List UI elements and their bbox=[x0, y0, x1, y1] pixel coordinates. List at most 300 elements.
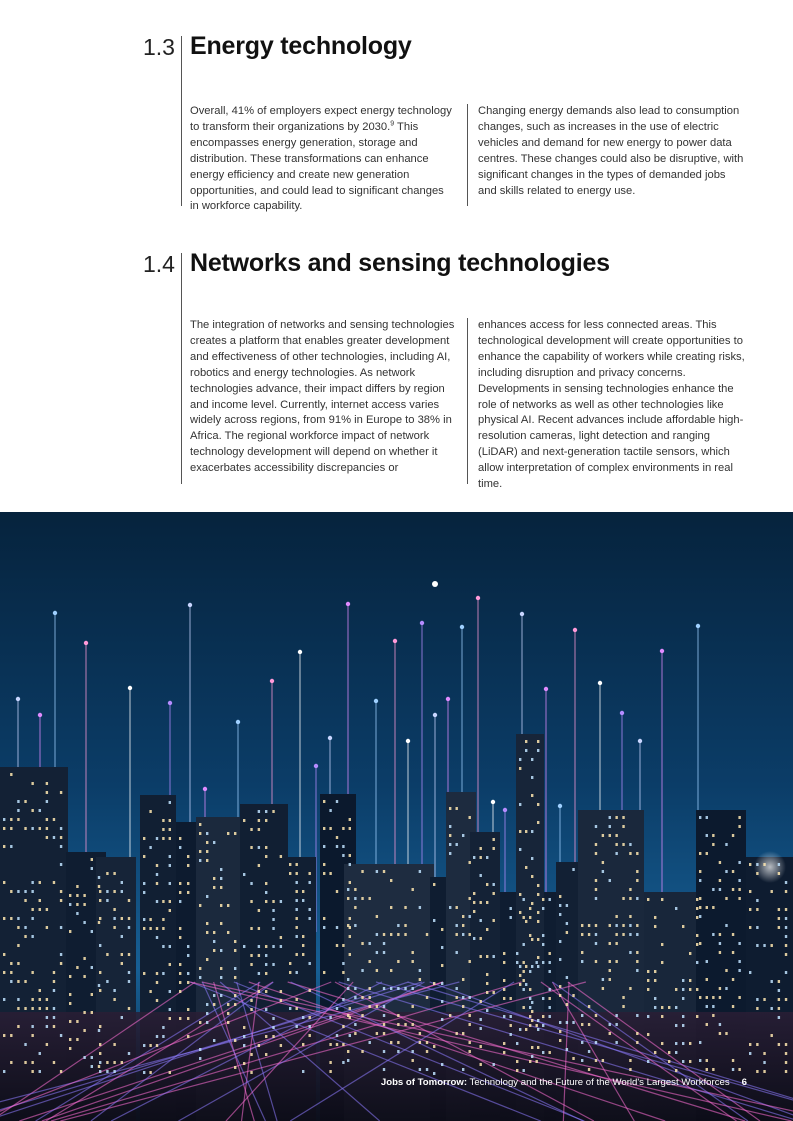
window-light bbox=[329, 1043, 331, 1046]
window-light bbox=[17, 926, 19, 929]
window-light bbox=[258, 1044, 260, 1047]
window-light bbox=[265, 990, 267, 993]
window-light bbox=[668, 1051, 670, 1054]
window-light bbox=[143, 972, 145, 975]
window-light bbox=[383, 1068, 385, 1071]
window-light bbox=[258, 819, 260, 822]
window-light bbox=[149, 1044, 151, 1047]
window-light bbox=[143, 918, 145, 921]
window-light bbox=[46, 1007, 48, 1010]
window-light bbox=[725, 969, 727, 972]
window-light bbox=[349, 953, 351, 956]
window-light bbox=[493, 883, 495, 886]
window-light bbox=[559, 940, 561, 943]
window-light bbox=[187, 1008, 189, 1011]
window-light bbox=[456, 807, 458, 810]
window-light bbox=[732, 834, 734, 837]
window-light bbox=[302, 953, 304, 956]
window-light bbox=[712, 1068, 714, 1071]
window-light bbox=[347, 924, 349, 927]
window-light bbox=[778, 1007, 780, 1010]
window-light bbox=[46, 818, 48, 821]
window-light bbox=[39, 809, 41, 812]
window-light bbox=[519, 911, 521, 914]
window-light bbox=[699, 879, 701, 882]
window-light bbox=[706, 816, 708, 819]
window-light bbox=[53, 818, 55, 821]
window-light bbox=[542, 961, 544, 964]
window-light bbox=[602, 978, 604, 981]
window-light bbox=[412, 1005, 414, 1008]
window-light bbox=[24, 1043, 26, 1046]
window-light bbox=[265, 846, 267, 849]
window-light bbox=[778, 998, 780, 1001]
window-light bbox=[272, 927, 274, 930]
window-light bbox=[503, 1042, 505, 1045]
beam-node bbox=[346, 602, 350, 606]
beam-node bbox=[16, 697, 20, 701]
window-light bbox=[53, 1061, 55, 1064]
window-light bbox=[3, 881, 5, 884]
footnote-ref[interactable]: 9 bbox=[390, 120, 395, 128]
window-light bbox=[699, 870, 701, 873]
window-light bbox=[636, 969, 638, 972]
window-light bbox=[206, 841, 208, 844]
window-light bbox=[503, 979, 505, 982]
window-light bbox=[234, 976, 236, 979]
window-light bbox=[510, 1024, 512, 1027]
window-light bbox=[763, 944, 765, 947]
window-light bbox=[265, 891, 267, 894]
window-light bbox=[60, 827, 62, 830]
beam-node bbox=[420, 621, 424, 625]
window-light bbox=[91, 930, 93, 933]
window-light bbox=[376, 1005, 378, 1008]
window-light bbox=[785, 953, 787, 956]
window-light bbox=[542, 1024, 544, 1027]
window-light bbox=[480, 1045, 482, 1048]
window-light bbox=[213, 1003, 215, 1006]
window-light bbox=[738, 879, 740, 882]
window-light bbox=[529, 934, 531, 937]
window-light bbox=[542, 1015, 544, 1018]
window-light bbox=[622, 924, 624, 927]
window-light bbox=[99, 971, 101, 974]
window-light bbox=[329, 1016, 331, 1019]
window-light bbox=[24, 800, 26, 803]
window-light bbox=[510, 907, 512, 910]
window-light bbox=[449, 807, 451, 810]
window-light bbox=[654, 1051, 656, 1054]
window-light bbox=[542, 997, 544, 1000]
window-light bbox=[31, 827, 33, 830]
window-light bbox=[3, 1070, 5, 1073]
window-light bbox=[609, 1023, 611, 1026]
window-light bbox=[749, 926, 751, 929]
window-light bbox=[595, 960, 597, 963]
window-light bbox=[449, 852, 451, 855]
window-light bbox=[113, 1070, 115, 1073]
window-light bbox=[149, 846, 151, 849]
window-light bbox=[785, 890, 787, 893]
window-light bbox=[91, 1056, 93, 1059]
window-light bbox=[675, 1006, 677, 1009]
window-light bbox=[91, 867, 93, 870]
window-light bbox=[523, 1006, 525, 1009]
window-light bbox=[456, 951, 458, 954]
window-light bbox=[265, 900, 267, 903]
window-light bbox=[10, 962, 12, 965]
window-light bbox=[46, 791, 48, 794]
window-light bbox=[31, 917, 33, 920]
window-light bbox=[250, 1053, 252, 1056]
window-light bbox=[531, 938, 533, 941]
window-light bbox=[383, 870, 385, 873]
window-light bbox=[480, 847, 482, 850]
window-light bbox=[738, 960, 740, 963]
window-light bbox=[749, 890, 751, 893]
window-light bbox=[83, 975, 85, 978]
window-light bbox=[738, 861, 740, 864]
window-light bbox=[572, 994, 574, 997]
window-light bbox=[699, 897, 701, 900]
window-light bbox=[712, 906, 714, 909]
window-light bbox=[609, 879, 611, 882]
window-light bbox=[732, 933, 734, 936]
window-light bbox=[615, 942, 617, 945]
window-light bbox=[462, 1032, 464, 1035]
window-light bbox=[60, 899, 62, 902]
window-light bbox=[426, 1041, 428, 1044]
window-light bbox=[493, 919, 495, 922]
window-light bbox=[629, 924, 631, 927]
window-light bbox=[559, 913, 561, 916]
window-light bbox=[99, 1070, 101, 1073]
window-light bbox=[121, 1016, 123, 1019]
window-light bbox=[537, 884, 539, 887]
window-light bbox=[449, 834, 451, 837]
window-light bbox=[250, 1008, 252, 1011]
window-light bbox=[206, 832, 208, 835]
window-light bbox=[699, 915, 701, 918]
window-light bbox=[383, 942, 385, 945]
window-light bbox=[531, 902, 533, 905]
window-light bbox=[738, 996, 740, 999]
window-light bbox=[143, 882, 145, 885]
beam-node bbox=[406, 739, 410, 743]
window-light bbox=[516, 1069, 518, 1072]
window-light bbox=[516, 1042, 518, 1045]
window-light bbox=[323, 800, 325, 803]
window-light bbox=[426, 933, 428, 936]
window-light bbox=[98, 984, 100, 987]
window-light bbox=[265, 972, 267, 975]
window-light bbox=[622, 996, 624, 999]
window-light bbox=[549, 1051, 551, 1054]
window-light bbox=[549, 898, 551, 901]
window-light bbox=[31, 1025, 33, 1028]
window-light bbox=[296, 890, 298, 893]
window-light bbox=[537, 740, 539, 743]
window-light bbox=[17, 962, 19, 965]
window-light bbox=[98, 921, 100, 924]
window-light bbox=[106, 872, 108, 875]
window-light bbox=[10, 890, 12, 893]
window-light bbox=[763, 863, 765, 866]
window-light bbox=[169, 1071, 171, 1074]
window-light bbox=[595, 825, 597, 828]
window-light bbox=[156, 927, 158, 930]
window-light bbox=[537, 965, 539, 968]
window-light bbox=[149, 1071, 151, 1074]
window-light bbox=[719, 1032, 721, 1035]
window-light bbox=[629, 888, 631, 891]
window-light bbox=[523, 943, 525, 946]
window-light bbox=[636, 1041, 638, 1044]
window-light bbox=[179, 936, 181, 939]
window-light bbox=[537, 938, 539, 941]
window-light bbox=[10, 845, 12, 848]
window-light bbox=[629, 915, 631, 918]
window-light bbox=[516, 952, 518, 955]
window-light bbox=[323, 917, 325, 920]
window-light bbox=[347, 1014, 349, 1017]
window-light bbox=[349, 818, 351, 821]
window-light bbox=[675, 988, 677, 991]
window-light bbox=[258, 909, 260, 912]
window-light bbox=[169, 909, 171, 912]
window-light bbox=[595, 1014, 597, 1017]
window-light bbox=[675, 907, 677, 910]
window-light bbox=[206, 1003, 208, 1006]
window-light bbox=[559, 1021, 561, 1024]
window-light bbox=[426, 1068, 428, 1071]
window-light bbox=[10, 917, 12, 920]
window-light bbox=[404, 933, 406, 936]
window-light bbox=[46, 926, 48, 929]
window-light bbox=[3, 953, 5, 956]
beam-node bbox=[446, 697, 450, 701]
window-light bbox=[412, 1050, 414, 1053]
window-light bbox=[581, 960, 583, 963]
window-light bbox=[309, 881, 311, 884]
beam-node bbox=[432, 581, 438, 587]
window-light bbox=[258, 828, 260, 831]
window-light bbox=[302, 935, 304, 938]
window-light bbox=[296, 998, 298, 1001]
window-light bbox=[602, 861, 604, 864]
window-light bbox=[390, 969, 392, 972]
window-light bbox=[296, 953, 298, 956]
window-light bbox=[689, 1042, 691, 1045]
window-light bbox=[234, 967, 236, 970]
window-light bbox=[106, 980, 108, 983]
window-light bbox=[622, 1005, 624, 1008]
window-light bbox=[354, 906, 356, 909]
window-light bbox=[469, 897, 471, 900]
right-column-text: Changing energy demands also lead to consumption changes, such as increases in the use of electric vehicles and demand for new energy to power data centres. These changes could also be disruptive, with significant changes in the types of demanded jobs and skills related to energy use. bbox=[478, 105, 744, 197]
window-light bbox=[206, 1012, 208, 1015]
window-light bbox=[113, 908, 115, 911]
window-light bbox=[756, 872, 758, 875]
window-light bbox=[771, 1007, 773, 1010]
window-light bbox=[24, 926, 26, 929]
window-light bbox=[441, 982, 443, 985]
section-divider bbox=[181, 253, 182, 484]
window-light bbox=[213, 931, 215, 934]
window-light bbox=[419, 1032, 421, 1035]
window-light bbox=[615, 834, 617, 837]
window-light bbox=[169, 900, 171, 903]
window-light bbox=[250, 927, 252, 930]
window-light bbox=[537, 920, 539, 923]
window-light bbox=[46, 1043, 48, 1046]
window-light bbox=[449, 843, 451, 846]
window-light bbox=[566, 904, 568, 907]
window-light bbox=[258, 810, 260, 813]
window-light bbox=[749, 1052, 751, 1055]
window-light bbox=[749, 971, 751, 974]
window-light bbox=[516, 1060, 518, 1063]
window-light bbox=[771, 1034, 773, 1037]
window-light bbox=[738, 825, 740, 828]
window-light bbox=[433, 1045, 435, 1048]
window-light bbox=[220, 922, 222, 925]
window-light bbox=[469, 996, 471, 999]
window-light bbox=[258, 954, 260, 957]
window-light bbox=[719, 942, 721, 945]
window-light bbox=[559, 985, 561, 988]
window-light bbox=[347, 897, 349, 900]
window-light bbox=[778, 1043, 780, 1046]
window-light bbox=[615, 924, 617, 927]
beam-node bbox=[544, 687, 548, 691]
window-light bbox=[349, 854, 351, 857]
window-light bbox=[347, 978, 349, 981]
window-light bbox=[60, 1034, 62, 1037]
beam-node bbox=[558, 804, 562, 808]
window-light bbox=[199, 1048, 201, 1051]
window-light bbox=[349, 827, 351, 830]
window-light bbox=[503, 1051, 505, 1054]
window-light bbox=[383, 951, 385, 954]
window-light bbox=[696, 988, 698, 991]
window-light bbox=[369, 1041, 371, 1044]
window-light bbox=[397, 1041, 399, 1044]
window-light bbox=[566, 976, 568, 979]
window-light bbox=[397, 1014, 399, 1017]
window-light bbox=[31, 890, 33, 893]
window-light bbox=[376, 870, 378, 873]
window-light bbox=[329, 872, 331, 875]
window-light bbox=[39, 998, 41, 1001]
window-light bbox=[595, 924, 597, 927]
window-light bbox=[46, 1016, 48, 1019]
window-light bbox=[179, 990, 181, 993]
window-light bbox=[156, 882, 158, 885]
window-light bbox=[323, 863, 325, 866]
window-light bbox=[149, 927, 151, 930]
window-light bbox=[668, 1006, 670, 1009]
window-light bbox=[404, 987, 406, 990]
window-light bbox=[187, 981, 189, 984]
window-light bbox=[397, 924, 399, 927]
window-light bbox=[419, 870, 421, 873]
window-light bbox=[31, 998, 33, 1001]
window-light bbox=[69, 1047, 71, 1050]
window-light bbox=[121, 962, 123, 965]
window-light bbox=[187, 891, 189, 894]
window-light bbox=[622, 825, 624, 828]
window-light bbox=[531, 1010, 533, 1013]
window-light bbox=[785, 926, 787, 929]
window-light bbox=[354, 1032, 356, 1035]
window-light bbox=[289, 872, 291, 875]
window-light bbox=[113, 1061, 115, 1064]
window-light bbox=[493, 838, 495, 841]
window-light bbox=[397, 960, 399, 963]
window-light bbox=[220, 868, 222, 871]
window-light bbox=[654, 916, 656, 919]
window-light bbox=[525, 749, 527, 752]
window-light bbox=[469, 915, 471, 918]
window-light bbox=[622, 897, 624, 900]
window-light bbox=[369, 1005, 371, 1008]
window-light bbox=[469, 960, 471, 963]
window-light bbox=[106, 953, 108, 956]
window-light bbox=[588, 1050, 590, 1053]
window-light bbox=[206, 1021, 208, 1024]
window-light bbox=[609, 960, 611, 963]
window-light bbox=[187, 954, 189, 957]
window-light bbox=[629, 1068, 631, 1071]
window-light bbox=[179, 891, 181, 894]
window-light bbox=[456, 1032, 458, 1035]
window-light bbox=[179, 1017, 181, 1020]
window-light bbox=[234, 949, 236, 952]
window-light bbox=[433, 982, 435, 985]
window-light bbox=[529, 907, 531, 910]
window-light bbox=[712, 1014, 714, 1017]
window-light bbox=[441, 1000, 443, 1003]
window-light bbox=[473, 856, 475, 859]
window-light bbox=[566, 922, 568, 925]
window-light bbox=[329, 1061, 331, 1064]
window-light bbox=[31, 1007, 33, 1010]
window-light bbox=[156, 972, 158, 975]
window-light bbox=[113, 926, 115, 929]
window-light bbox=[46, 836, 48, 839]
window-light bbox=[756, 926, 758, 929]
report-subtitle: Technology and the Future of the World's Largest Workforces bbox=[467, 1077, 730, 1088]
window-light bbox=[10, 980, 12, 983]
window-light bbox=[128, 971, 130, 974]
window-light bbox=[99, 890, 101, 893]
window-light bbox=[24, 827, 26, 830]
window-light bbox=[187, 1035, 189, 1038]
window-light bbox=[486, 856, 488, 859]
window-light bbox=[91, 966, 93, 969]
window-light bbox=[738, 897, 740, 900]
window-light bbox=[503, 997, 505, 1000]
window-light bbox=[725, 897, 727, 900]
window-light bbox=[329, 809, 331, 812]
window-light bbox=[732, 1059, 734, 1062]
window-light bbox=[3, 1034, 5, 1037]
window-light bbox=[771, 980, 773, 983]
window-light bbox=[537, 1046, 539, 1049]
window-light bbox=[636, 897, 638, 900]
